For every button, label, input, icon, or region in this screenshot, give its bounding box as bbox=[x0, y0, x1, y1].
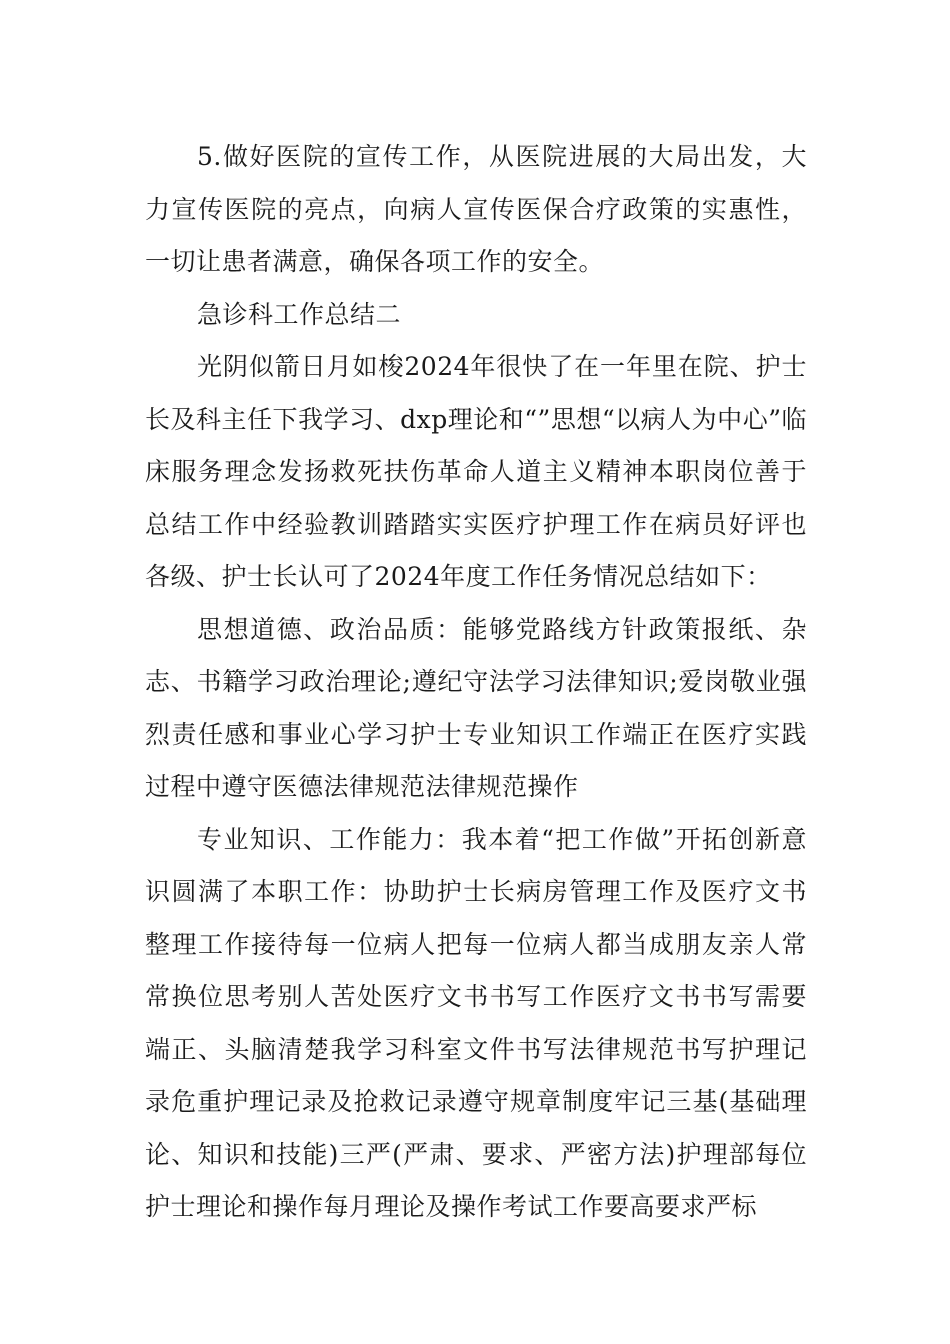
document-body bbox=[145, 131, 807, 1234]
paragraph-professional: 专业知识、工作能力：我本着“把工作做”开拓创新意识圆满了本职工作：协助护士长病房管理工作及医疗文书整理工作接待每一位病人把每一位病人都当成朋友亲人常常换位思考别人苦处医疗文书书写工作医疗文书书写需要端正、头脑清楚我学习科室文件书写法律规范书写护理记录危重护理记录及抢救记录遵守规章制度牢记三基(基础理论、知识和技能)三严(严肃、要求、严密方法)护理部每位护士理论和操作每月理论及操作考试工作要高要求严标 bbox=[145, 824, 807, 1221]
paragraph-intro: 光阴似箭日月如梭2024年很快了在一年里在院、护士长及科主任下我学习、dxp理论和“”思想“以病人为中心”临床服务理念发扬救死扶伤革命人道主义精神本职岗位善于总结工作中经验教训踏踏实实医疗护理工作在病员好评也各级、护士长认可了2024年度工作任务情况总结如下： bbox=[145, 352, 807, 591]
section-heading: 急诊科工作总结二 bbox=[197, 299, 402, 329]
paragraph-ideology: 思想道德、政治品质：能够党路线方针政策报纸、杂志、书籍学习政治理论;遵纪守法学习法律知识;爱岗敬业强烈责任感和事业心学习护士专业知识工作端正在医疗实践过程中遵守医德法律规范法律规范操作 bbox=[145, 614, 807, 801]
paragraph-publicity: 5.做好医院的宣传工作，从医院进展的大局出发，大力宣传医院的亮点，向病人宣传医保合疗政策的实惠性，一切让患者满意，确保各项工作的安全。 bbox=[145, 142, 807, 276]
